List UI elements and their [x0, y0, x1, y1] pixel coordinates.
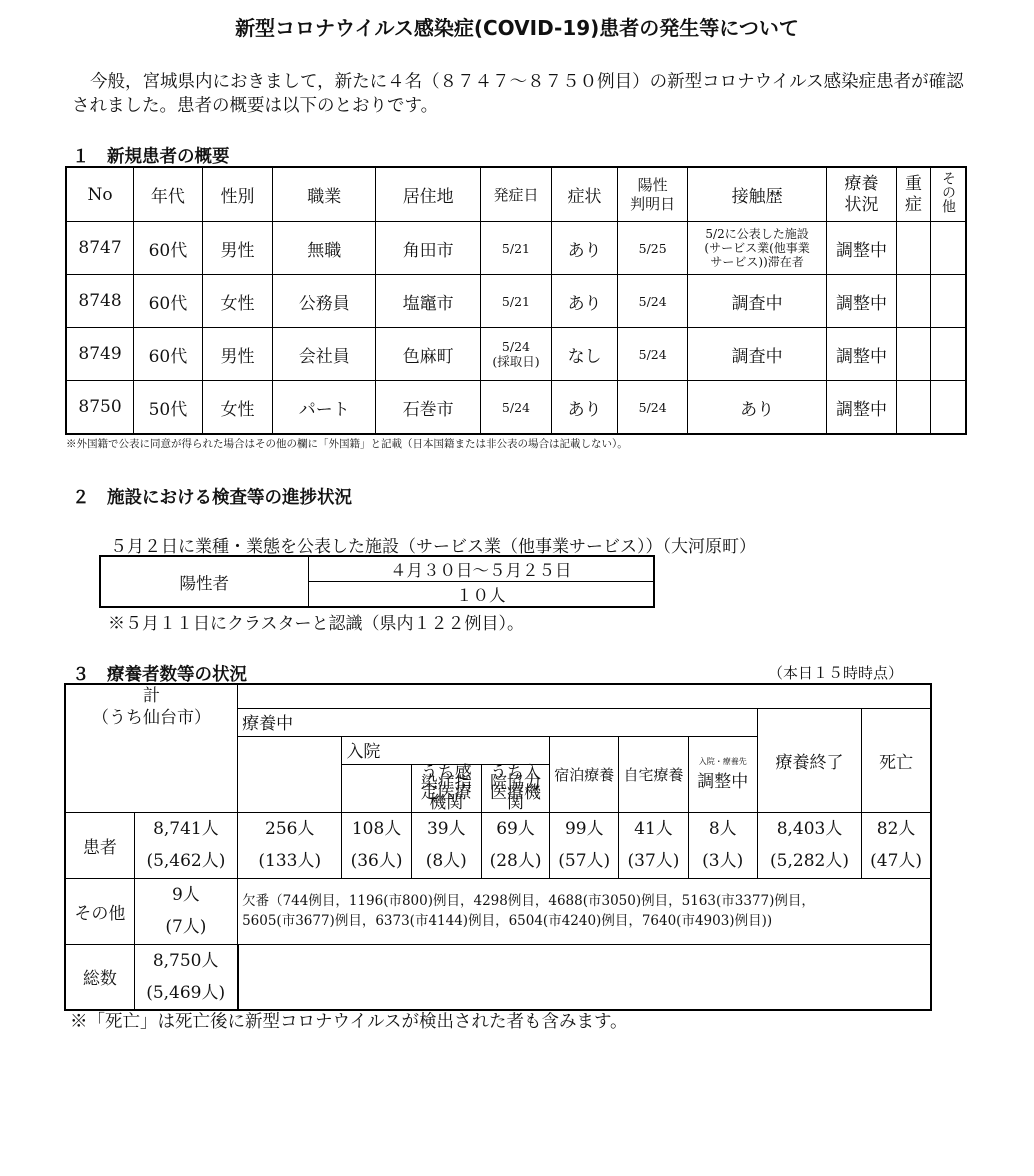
- death-footnote: ※「死亡」は死亡後に新型コロナウイルスが検出された者も含みます。: [70, 1012, 628, 1032]
- value-sendai: (47人): [870, 851, 923, 871]
- cell-onset: 5/24: [481, 381, 552, 435]
- foreign-nationality-note: ※外国籍で公表に同意が得られた場合はその他の欄に「外国籍」と記載（日本国籍または非公表の場合は記載しない）。: [66, 438, 628, 450]
- cell-residence: 角田市: [376, 222, 481, 275]
- value-sendai: (57人): [558, 851, 611, 871]
- cell-age: 60代: [134, 275, 203, 328]
- header-adjust-label: 調整中: [697, 771, 749, 792]
- value-sendai: (37人): [627, 851, 680, 871]
- cell-positive: 5/25: [618, 222, 688, 275]
- missing-line: 5605(市3677)例目，6373(市4144)例目，6504(市4240)例目，7640(市4903)例目)): [242, 912, 773, 929]
- cell-job: 会社員: [273, 328, 376, 381]
- cell-residence: 石巻市: [376, 381, 481, 435]
- cell-care: 調整中: [827, 222, 897, 275]
- cell-sex: 女性: [202, 275, 273, 328]
- contact-line: (サービス業(他事業: [704, 241, 810, 255]
- table-row: [66, 222, 966, 275]
- cell-severe: [896, 328, 930, 381]
- header-severe-line2: 症: [904, 194, 922, 215]
- new-patients-table: [65, 166, 967, 435]
- header-adjust-small: 入院・療養先: [698, 756, 747, 766]
- patients-home: [619, 812, 688, 878]
- section3-heading: ３ 療養者数等の状況: [72, 665, 247, 685]
- value: 108人: [351, 819, 402, 839]
- other-total: [134, 878, 237, 944]
- cell-other: [931, 328, 966, 381]
- header-total-sendai: （うち仙台市）: [92, 708, 212, 728]
- cell-residence: 塩竈市: [376, 275, 481, 328]
- contact-line: 5/2に公表した施設: [705, 227, 809, 241]
- value: 8,750人: [152, 950, 219, 971]
- table-row: [66, 328, 966, 381]
- cell-no: 8749: [66, 328, 134, 381]
- patients-label: 患者: [65, 812, 134, 878]
- value: 8,403人: [776, 819, 843, 839]
- cell-contact: 調査中: [687, 328, 826, 381]
- header-severe: [896, 167, 930, 222]
- header-residence: 居住地: [376, 167, 481, 222]
- header-age: 年代: [134, 167, 203, 222]
- facility-description: ５月２日に業種・業態を公表した施設（サービス業（他事業サービス））（大河原町）: [110, 537, 756, 557]
- table-header-row: [66, 167, 966, 222]
- value: 69人: [496, 819, 535, 839]
- patients-total: [134, 812, 237, 878]
- cell-positive: 5/24: [618, 381, 688, 435]
- other-row: [65, 878, 931, 944]
- cell-onset: 5/21: [481, 222, 552, 275]
- cell-age: 60代: [134, 328, 203, 381]
- header-job: 職業: [273, 167, 376, 222]
- header-care-line2: 状況: [844, 194, 879, 215]
- positive-label: 陽性者: [100, 556, 308, 607]
- cell-care: 調整中: [827, 328, 897, 381]
- value: 99人: [564, 819, 604, 839]
- cell-symptom: なし: [551, 328, 618, 381]
- header-adjust: [688, 736, 757, 812]
- cell-no: 8748: [66, 275, 134, 328]
- header-blank: [238, 684, 931, 708]
- header-other: [931, 167, 966, 222]
- cell-age: 60代: [134, 222, 203, 275]
- value: 9人: [171, 885, 200, 905]
- cell-care: 調整中: [827, 275, 897, 328]
- header-total-label: 計: [143, 686, 161, 706]
- sum-total: [134, 944, 237, 1010]
- cell-sex: 男性: [202, 222, 273, 275]
- cell-other: [931, 275, 966, 328]
- intro-paragraph: 今般，宮城県内におきまして，新たに４名（８７４７～８７５０例目）の新型コロナウイルス感染症患者が確認されました。患者の概要は以下のとおりです。: [72, 72, 964, 116]
- patients-cooperating: [481, 812, 549, 878]
- hospital-spacer: [342, 764, 411, 812]
- value: 39人: [426, 819, 466, 839]
- cell-age: 50代: [134, 381, 203, 435]
- header-severe-line1: 重: [904, 173, 922, 194]
- contact-line: サービス))滞在者: [710, 255, 804, 269]
- header-onset: 発症日: [481, 167, 552, 222]
- other-label: その他: [65, 878, 134, 944]
- value: 82人: [876, 819, 916, 839]
- cell-onset: [481, 328, 552, 381]
- header-contact: 接触歴: [687, 167, 826, 222]
- positive-period: ４月３０日～５月２５日: [308, 556, 654, 582]
- in-care-spacer: [238, 736, 342, 812]
- value: 8人: [708, 819, 737, 839]
- header-ended: 療養終了: [757, 708, 861, 812]
- header-positive-line2: 判明日: [630, 194, 676, 213]
- cell-symptom: あり: [551, 381, 618, 435]
- cell-severe: [896, 222, 930, 275]
- header-other-text: その他: [940, 171, 957, 213]
- value-sendai: (8人): [425, 851, 467, 871]
- cell-no: 8750: [66, 381, 134, 435]
- cell-sex: 女性: [202, 381, 273, 435]
- cell-onset: 5/21: [481, 275, 552, 328]
- cell-no: 8747: [66, 222, 134, 275]
- patients-in-care: [238, 812, 342, 878]
- as-of-time: （本日１５時時点）: [768, 664, 904, 682]
- cell-sex: 男性: [202, 328, 273, 381]
- header-home: 自宅療養: [619, 736, 688, 812]
- page-title: 新型コロナウイルス感染症(COVID-19)患者の発生等について: [235, 16, 799, 40]
- cluster-note: ※５月１１日にクラスターと認識（県内１２２例目）。: [108, 614, 524, 634]
- value-sendai: (3人): [702, 851, 744, 871]
- value-sendai: (7人): [165, 917, 207, 937]
- header-sex: 性別: [202, 167, 273, 222]
- header-care-line1: 療養: [844, 173, 879, 194]
- section2-heading: ２ 施設における検査等の進捗状況: [72, 488, 352, 508]
- missing-numbers-note: [238, 878, 931, 944]
- care-status-table: [64, 683, 932, 1011]
- positive-count: １０人: [308, 582, 654, 608]
- value: 8,741人: [153, 819, 219, 839]
- cell-contact: あり: [687, 381, 826, 435]
- cell-severe: [896, 381, 930, 435]
- header-hospital: 入院: [342, 736, 550, 764]
- cell-job: パート: [273, 381, 376, 435]
- value-sendai: (5,282人): [770, 851, 849, 871]
- header-cooperating: うち入院協力医療機関: [481, 764, 549, 812]
- value-sendai: (36人): [350, 851, 403, 871]
- value-sendai: (5,469人): [146, 982, 226, 1003]
- header-symptom: 症状: [551, 167, 618, 222]
- header-positive: [618, 167, 688, 222]
- header-care: [827, 167, 897, 222]
- value-sendai: (5,462人): [146, 851, 226, 871]
- cell-other: [931, 381, 966, 435]
- header-designated: うち感染症指定医療機関: [411, 764, 481, 812]
- table-row: [66, 381, 966, 435]
- header-positive-line1: 陽性: [637, 175, 668, 194]
- onset-note: (採取日): [492, 354, 540, 369]
- patients-death: [862, 812, 931, 878]
- value-sendai: (28人): [489, 851, 542, 871]
- cell-residence: 色麻町: [376, 328, 481, 381]
- cell-care: 調整中: [827, 381, 897, 435]
- value: 256人: [265, 819, 315, 839]
- cell-other: [931, 222, 966, 275]
- value: 41人: [634, 819, 673, 839]
- patients-hospital: [342, 812, 411, 878]
- header-in-care: 療養中: [238, 708, 758, 736]
- patients-ended: [757, 812, 861, 878]
- header-death: 死亡: [862, 708, 931, 812]
- patients-hotel: [550, 812, 619, 878]
- patients-row: [65, 812, 931, 878]
- value-sendai: (133人): [258, 851, 322, 871]
- cell-contact: [687, 222, 826, 275]
- facility-positive-table: [99, 555, 655, 608]
- header-total: [65, 684, 238, 812]
- missing-line: 欠番（744例目，1196(市800)例目，4298例目，4688(市3050)例目，5163(市3377)例目，: [242, 892, 815, 909]
- table-row: [66, 275, 966, 328]
- header-hotel: 宿泊療養: [550, 736, 619, 812]
- cell-symptom: あり: [551, 222, 618, 275]
- cell-symptom: あり: [551, 275, 618, 328]
- section1-heading: １ 新規患者の概要: [72, 147, 230, 167]
- patients-designated: [411, 812, 481, 878]
- header-no: No: [66, 167, 134, 222]
- cell-positive: 5/24: [618, 275, 688, 328]
- cell-severe: [896, 275, 930, 328]
- cell-contact: 調査中: [687, 275, 826, 328]
- onset-date: 5/24: [501, 339, 530, 354]
- cell-positive: 5/24: [618, 328, 688, 381]
- cell-job: 公務員: [273, 275, 376, 328]
- patients-adjust: [688, 812, 757, 878]
- sum-label: 総数: [65, 944, 134, 1010]
- cell-job: 無職: [273, 222, 376, 275]
- sum-blank: [238, 944, 931, 1010]
- sum-row: [65, 944, 931, 1010]
